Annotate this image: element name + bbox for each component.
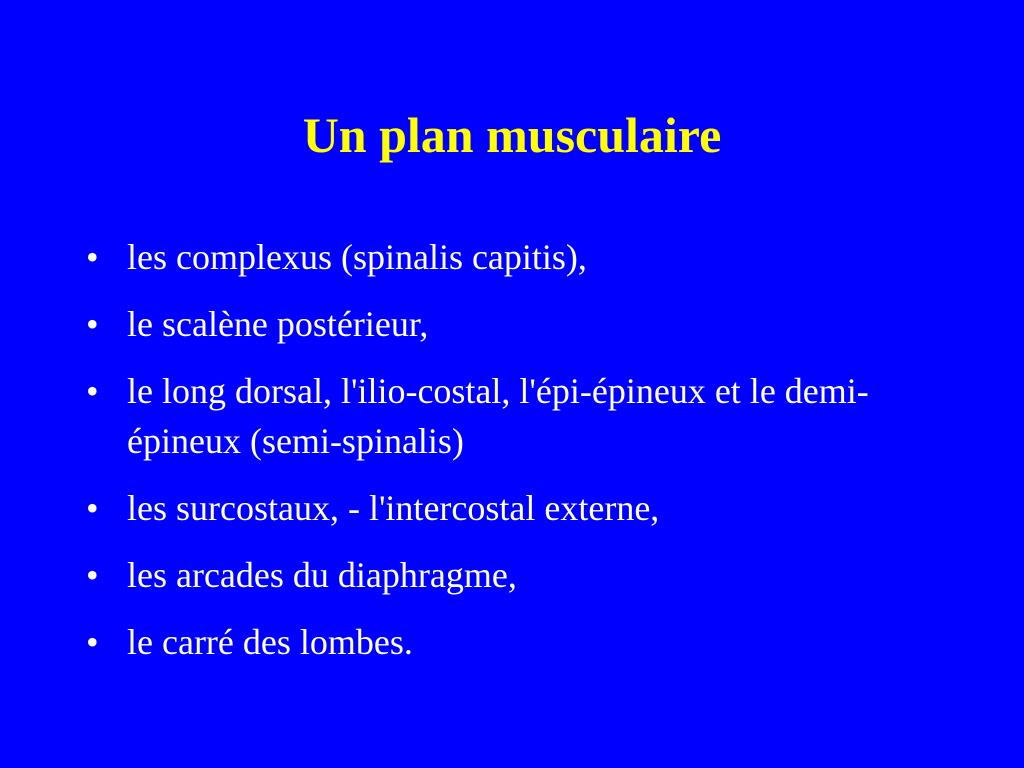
bullet-icon: • [86, 371, 99, 411]
list-item [86, 550, 946, 600]
list-item [86, 483, 946, 533]
list-item-text: le scalène postérieur, [127, 304, 429, 344]
list-item [86, 366, 946, 466]
list-item-text: le long dorsal, l'ilio-costal, l'épi-épineux et le demi-épineux (semi-spinalis) [127, 371, 869, 461]
list-item [86, 617, 946, 667]
list-item-text: les complexus (spinalis capitis), [127, 237, 587, 277]
bullet-list [86, 232, 946, 684]
bullet-icon: • [86, 622, 99, 662]
list-item-text: le carré des lombes. [127, 622, 413, 662]
list-item [86, 232, 946, 282]
bullet-icon: • [86, 555, 99, 595]
bullet-icon: • [86, 304, 99, 344]
slide-title: Un plan musculaire [302, 107, 722, 163]
bullet-icon: • [86, 237, 99, 277]
list-item [86, 299, 946, 349]
bullet-icon: • [86, 488, 99, 528]
list-item-text: les arcades du diaphragme, [127, 555, 517, 595]
list-item-text: les surcostaux, - l'intercostal externe, [127, 488, 660, 528]
